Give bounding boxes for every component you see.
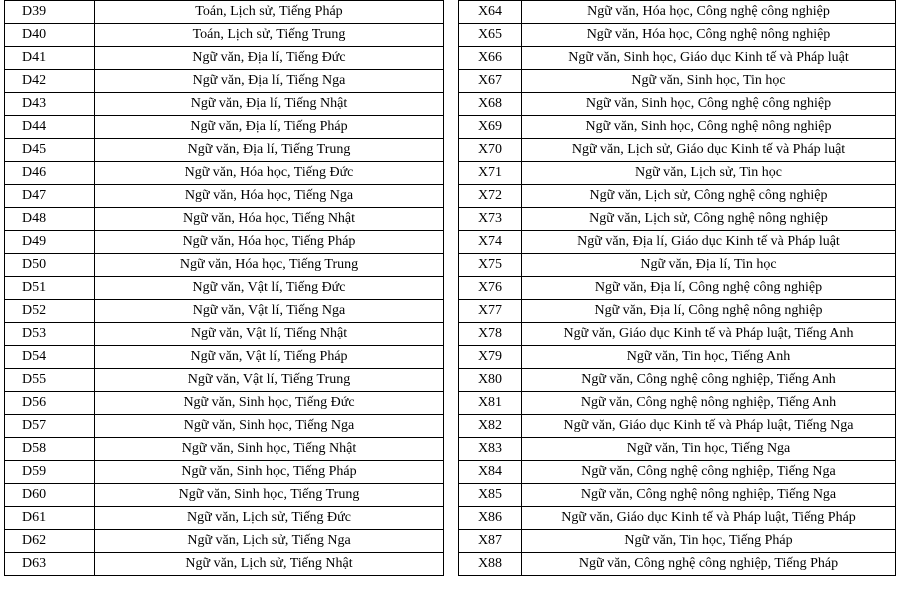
table-row <box>459 254 896 277</box>
combination-subjects-cell: Ngữ văn, Sinh học, Tiếng Pháp <box>95 461 444 484</box>
table-row <box>5 323 444 346</box>
combination-code-cell: X70 <box>459 139 522 162</box>
table-row <box>459 553 896 576</box>
combination-code-cell: X82 <box>459 415 522 438</box>
combination-code-cell: X66 <box>459 47 522 70</box>
combination-subjects-cell: Ngữ văn, Lịch sử, Tiếng Đức <box>95 507 444 530</box>
left-combination-table <box>4 0 444 576</box>
combination-code-cell: X69 <box>459 116 522 139</box>
right-combination-table <box>458 0 896 576</box>
combination-subjects-cell: Ngữ văn, Công nghệ công nghiệp, Tiếng Anh <box>522 369 896 392</box>
combination-code-cell: X68 <box>459 93 522 116</box>
combination-subjects-cell: Ngữ văn, Sinh học, Tiếng Trung <box>95 484 444 507</box>
table-row <box>5 231 444 254</box>
combination-subjects-cell: Ngữ văn, Giáo dục Kinh tế và Pháp luật, Tiếng Anh <box>522 323 896 346</box>
table-row <box>5 116 444 139</box>
combination-subjects-cell: Ngữ văn, Lịch sử, Công nghệ nông nghiệp <box>522 208 896 231</box>
table-row <box>459 346 896 369</box>
combination-subjects-cell: Toán, Lịch sử, Tiếng Pháp <box>95 1 444 24</box>
combination-subjects-cell: Ngữ văn, Sinh học, Giáo dục Kinh tế và Pháp luật <box>522 47 896 70</box>
combination-subjects-cell: Ngữ văn, Hóa học, Công nghệ nông nghiệp <box>522 24 896 47</box>
combination-subjects-cell: Ngữ văn, Sinh học, Công nghệ nông nghiệp <box>522 116 896 139</box>
combination-subjects-cell: Ngữ văn, Hóa học, Tiếng Nga <box>95 185 444 208</box>
combination-code-cell: D45 <box>5 139 95 162</box>
combination-code-cell: X77 <box>459 300 522 323</box>
combination-code-cell: D53 <box>5 323 95 346</box>
table-row <box>459 116 896 139</box>
combination-code-cell: X71 <box>459 162 522 185</box>
combination-subjects-cell: Ngữ văn, Lịch sử, Tiếng Nga <box>95 530 444 553</box>
table-row <box>459 438 896 461</box>
combination-subjects-cell: Ngữ văn, Hóa học, Tiếng Nhật <box>95 208 444 231</box>
combination-subjects-cell: Ngữ văn, Địa lí, Tiếng Nga <box>95 70 444 93</box>
combination-code-cell: X72 <box>459 185 522 208</box>
combination-code-cell: X86 <box>459 507 522 530</box>
combination-subjects-cell: Ngữ văn, Sinh học, Tiếng Đức <box>95 392 444 415</box>
combination-subjects-cell: Ngữ văn, Hóa học, Tiếng Đức <box>95 162 444 185</box>
table-row <box>5 300 444 323</box>
table-row <box>459 323 896 346</box>
table-row <box>5 346 444 369</box>
combination-subjects-cell: Ngữ văn, Hóa học, Công nghệ công nghiệp <box>522 1 896 24</box>
combination-subjects-cell: Ngữ văn, Địa lí, Công nghệ công nghiệp <box>522 277 896 300</box>
table-row <box>459 369 896 392</box>
table-row <box>459 1 896 24</box>
table-row <box>5 507 444 530</box>
combination-code-cell: D44 <box>5 116 95 139</box>
table-row <box>5 484 444 507</box>
combination-subjects-cell: Ngữ văn, Vật lí, Tiếng Pháp <box>95 346 444 369</box>
combination-subjects-cell: Ngữ văn, Sinh học, Tin học <box>522 70 896 93</box>
table-row <box>459 185 896 208</box>
table-row <box>5 254 444 277</box>
table-row <box>5 93 444 116</box>
combination-subjects-cell: Ngữ văn, Sinh học, Công nghệ công nghiệp <box>522 93 896 116</box>
combination-subjects-cell: Ngữ văn, Địa lí, Công nghệ nông nghiệp <box>522 300 896 323</box>
table-row <box>5 392 444 415</box>
combination-code-cell: D39 <box>5 1 95 24</box>
table-row <box>5 415 444 438</box>
table-row <box>459 461 896 484</box>
combination-subjects-cell: Ngữ văn, Hóa học, Tiếng Pháp <box>95 231 444 254</box>
table-row <box>459 93 896 116</box>
combination-code-cell: D41 <box>5 47 95 70</box>
table-row <box>5 47 444 70</box>
combination-code-cell: X79 <box>459 346 522 369</box>
combination-code-cell: D55 <box>5 369 95 392</box>
combination-code-cell: X75 <box>459 254 522 277</box>
combination-subjects-cell: Ngữ văn, Tin học, Tiếng Nga <box>522 438 896 461</box>
combination-code-cell: X87 <box>459 530 522 553</box>
combination-code-cell: X74 <box>459 231 522 254</box>
combination-code-cell: X67 <box>459 70 522 93</box>
table-row <box>459 139 896 162</box>
combination-subjects-cell: Ngữ văn, Vật lí, Tiếng Nhật <box>95 323 444 346</box>
combination-code-cell: D54 <box>5 346 95 369</box>
combination-subjects-cell: Ngữ văn, Địa lí, Tiếng Đức <box>95 47 444 70</box>
table-row <box>5 208 444 231</box>
combination-subjects-cell: Ngữ văn, Hóa học, Tiếng Trung <box>95 254 444 277</box>
table-row <box>5 461 444 484</box>
combination-subjects-cell: Ngữ văn, Vật lí, Tiếng Đức <box>95 277 444 300</box>
table-row <box>5 369 444 392</box>
combination-subjects-cell: Ngữ văn, Vật lí, Tiếng Nga <box>95 300 444 323</box>
right-table-body <box>459 1 896 576</box>
combination-subjects-cell: Ngữ văn, Địa lí, Tiếng Pháp <box>95 116 444 139</box>
combination-code-cell: D48 <box>5 208 95 231</box>
combination-code-cell: D63 <box>5 553 95 576</box>
table-row <box>459 24 896 47</box>
table-row <box>5 70 444 93</box>
combination-code-cell: X73 <box>459 208 522 231</box>
combination-subjects-cell: Ngữ văn, Tin học, Tiếng Anh <box>522 346 896 369</box>
combination-subjects-cell: Ngữ văn, Giáo dục Kinh tế và Pháp luật, Tiếng Nga <box>522 415 896 438</box>
combination-code-cell: D50 <box>5 254 95 277</box>
combination-code-cell: X80 <box>459 369 522 392</box>
combination-code-cell: D52 <box>5 300 95 323</box>
combination-subjects-cell: Ngữ văn, Lịch sử, Công nghệ công nghiệp <box>522 185 896 208</box>
table-row <box>459 162 896 185</box>
combination-code-cell: D56 <box>5 392 95 415</box>
combination-code-cell: D47 <box>5 185 95 208</box>
combination-subjects-cell: Ngữ văn, Tin học, Tiếng Pháp <box>522 530 896 553</box>
combination-subjects-cell: Ngữ văn, Địa lí, Tiếng Nhật <box>95 93 444 116</box>
combination-code-cell: X78 <box>459 323 522 346</box>
table-row <box>5 530 444 553</box>
combination-code-cell: X81 <box>459 392 522 415</box>
combination-code-cell: D46 <box>5 162 95 185</box>
combination-subjects-cell: Ngữ văn, Giáo dục Kinh tế và Pháp luật, Tiếng Pháp <box>522 507 896 530</box>
combination-code-cell: D58 <box>5 438 95 461</box>
table-row <box>459 507 896 530</box>
combination-code-cell: X64 <box>459 1 522 24</box>
combination-subjects-cell: Ngữ văn, Lịch sử, Tin học <box>522 162 896 185</box>
combination-subjects-cell: Ngữ văn, Công nghệ công nghiệp, Tiếng Nga <box>522 461 896 484</box>
table-row <box>459 530 896 553</box>
combination-subjects-cell: Ngữ văn, Vật lí, Tiếng Trung <box>95 369 444 392</box>
combination-subjects-cell: Ngữ văn, Sinh học, Tiếng Nga <box>95 415 444 438</box>
table-row <box>5 553 444 576</box>
table-row <box>459 392 896 415</box>
table-row <box>459 277 896 300</box>
combination-code-cell: D62 <box>5 530 95 553</box>
table-row <box>459 208 896 231</box>
combination-code-cell: D49 <box>5 231 95 254</box>
table-row <box>5 1 444 24</box>
combination-subjects-cell: Toán, Lịch sử, Tiếng Trung <box>95 24 444 47</box>
table-row <box>459 484 896 507</box>
table-row <box>5 185 444 208</box>
combination-code-cell: D51 <box>5 277 95 300</box>
combination-code-cell: X84 <box>459 461 522 484</box>
combination-code-cell: X83 <box>459 438 522 461</box>
combination-code-cell: D43 <box>5 93 95 116</box>
combination-code-cell: D61 <box>5 507 95 530</box>
combination-code-cell: X85 <box>459 484 522 507</box>
combination-subjects-cell: Ngữ văn, Lịch sử, Tiếng Nhật <box>95 553 444 576</box>
combination-subjects-cell: Ngữ văn, Địa lí, Tiếng Trung <box>95 139 444 162</box>
combination-subjects-cell: Ngữ văn, Công nghệ nông nghiệp, Tiếng Anh <box>522 392 896 415</box>
combination-subjects-cell: Ngữ văn, Công nghệ công nghiệp, Tiếng Pháp <box>522 553 896 576</box>
combination-subjects-cell: Ngữ văn, Công nghệ nông nghiệp, Tiếng Nga <box>522 484 896 507</box>
table-row <box>5 277 444 300</box>
table-row <box>459 47 896 70</box>
combination-code-cell: D40 <box>5 24 95 47</box>
table-row <box>459 415 896 438</box>
combination-code-cell: X65 <box>459 24 522 47</box>
combination-subjects-cell: Ngữ văn, Sinh học, Tiếng Nhật <box>95 438 444 461</box>
combination-code-cell: X76 <box>459 277 522 300</box>
table-row <box>5 24 444 47</box>
table-row <box>459 231 896 254</box>
table-row <box>5 139 444 162</box>
combination-code-cell: D60 <box>5 484 95 507</box>
combination-subjects-cell: Ngữ văn, Địa lí, Giáo dục Kinh tế và Pháp luật <box>522 231 896 254</box>
combination-subjects-cell: Ngữ văn, Lịch sử, Giáo dục Kinh tế và Pháp luật <box>522 139 896 162</box>
combination-code-cell: D59 <box>5 461 95 484</box>
table-row <box>459 70 896 93</box>
table-row <box>459 300 896 323</box>
combination-subjects-cell: Ngữ văn, Địa lí, Tin học <box>522 254 896 277</box>
combination-code-cell: D57 <box>5 415 95 438</box>
combination-code-cell: D42 <box>5 70 95 93</box>
left-table-body <box>5 1 444 576</box>
combination-code-cell: X88 <box>459 553 522 576</box>
table-row <box>5 162 444 185</box>
table-row <box>5 438 444 461</box>
